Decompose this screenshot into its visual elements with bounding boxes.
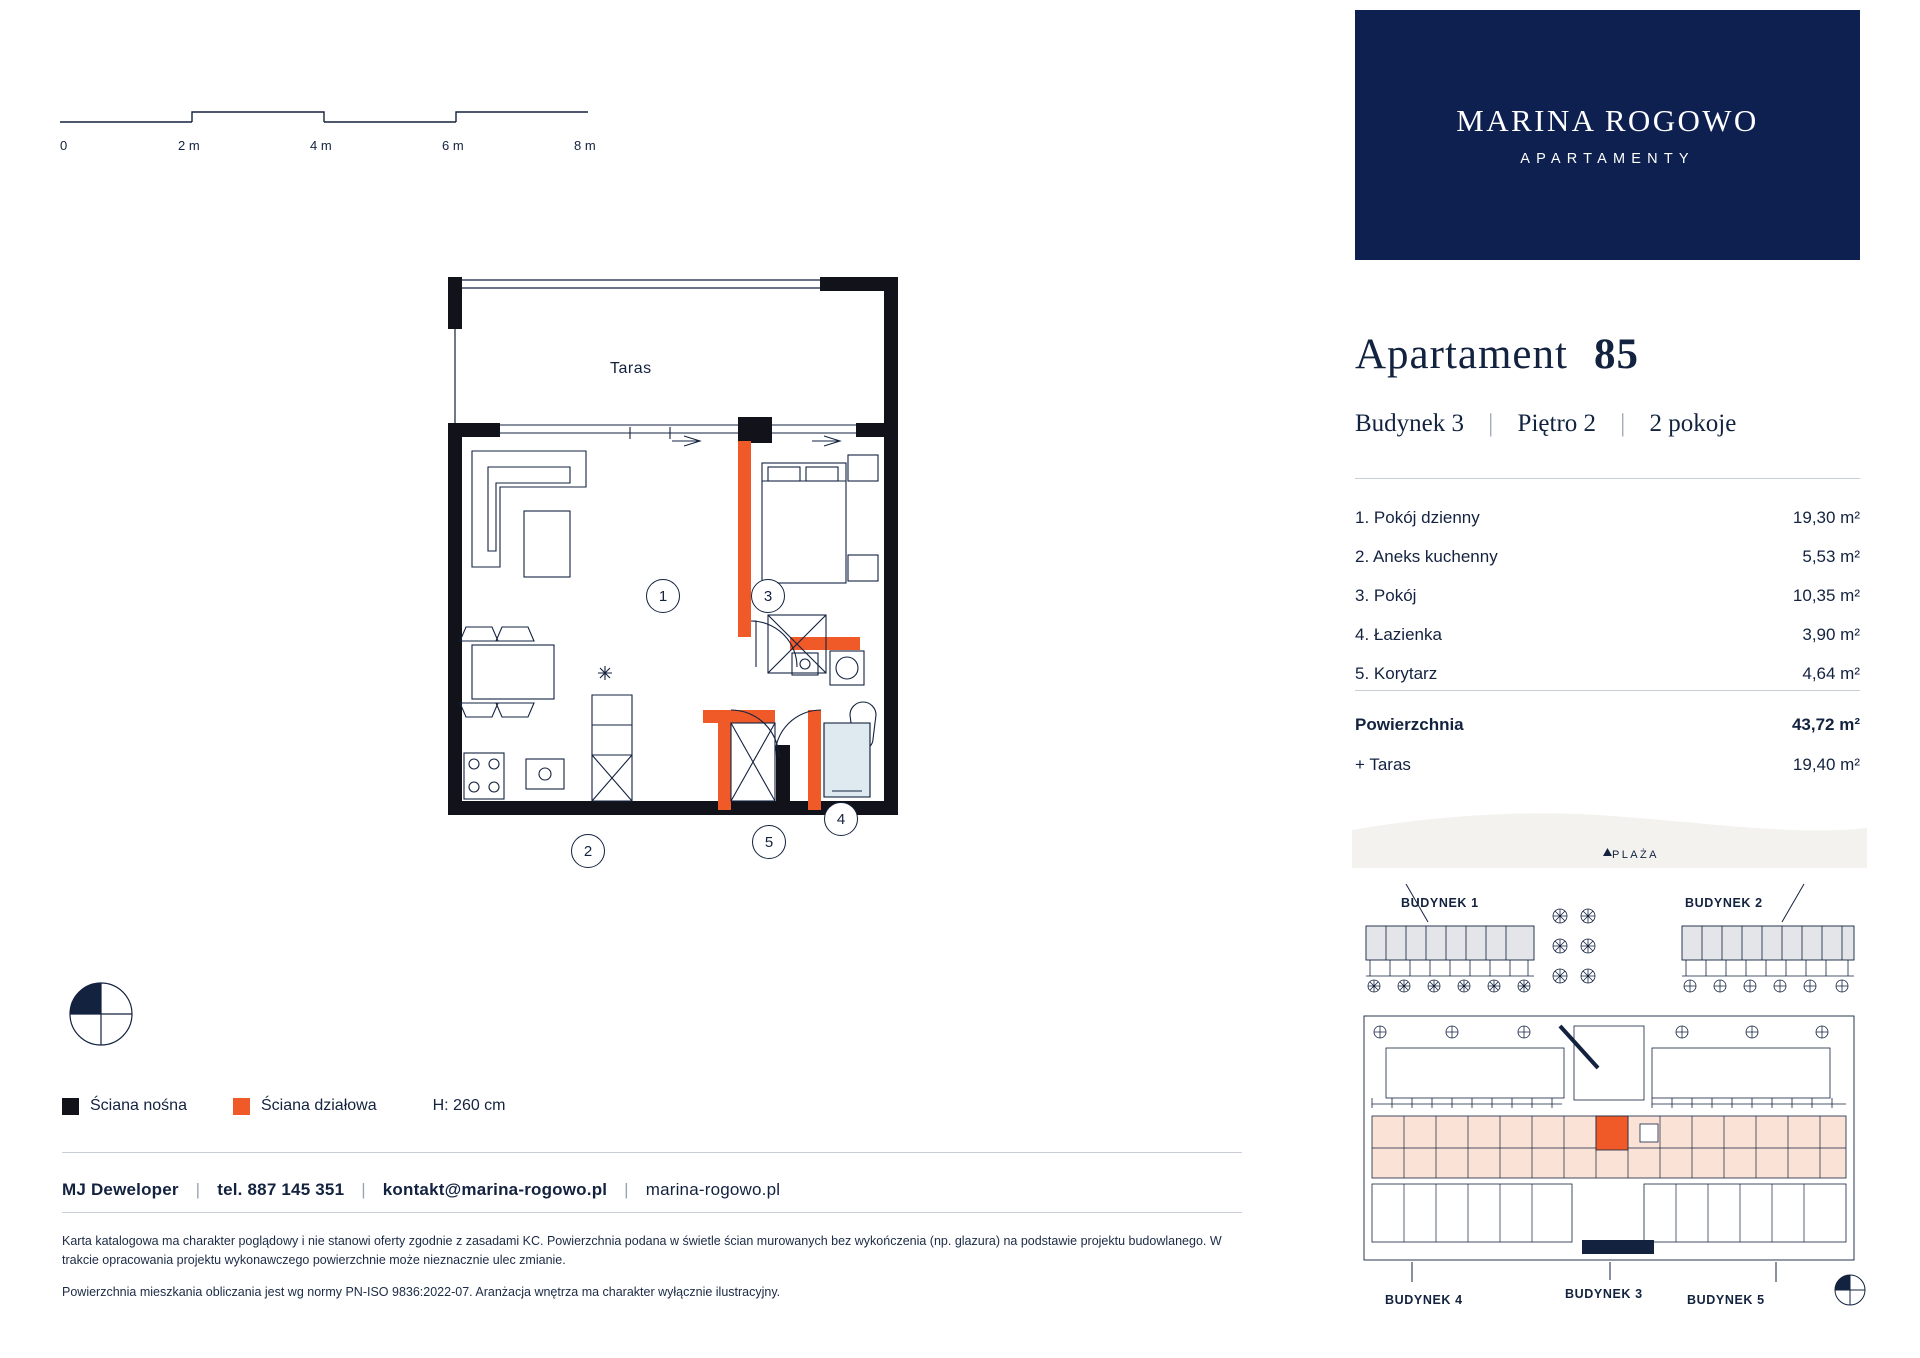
sitemap-plaza-label: PLAŻA — [1612, 849, 1659, 861]
sitemap-label-building-2: BUDYNEK 2 — [1685, 896, 1763, 910]
scale-tick-labels — [48, 138, 608, 154]
apartment-word: Apartament — [1355, 331, 1568, 378]
room-list — [1355, 498, 1860, 693]
legend-height-label: H: 260 cm — [432, 1097, 506, 1114]
room-marker-5: 5 — [752, 825, 786, 859]
apartment-number: 85 — [1593, 331, 1639, 378]
legend-height — [433, 1097, 506, 1115]
wall-legend — [62, 1095, 552, 1117]
sitemap-label-building-4: BUDYNEK 4 — [1385, 1293, 1463, 1307]
sitemap-label-building-3: BUDYNEK 3 — [1565, 1287, 1643, 1301]
developer-name: MJ Deweloper — [62, 1180, 179, 1199]
room-marker-1: 1 — [646, 579, 680, 613]
separator-3: | — [624, 1180, 629, 1199]
brand-subtitle: APARTAMENTY — [1520, 151, 1695, 167]
room-marker-2: 2 — [571, 834, 605, 868]
room-marker-4: 4 — [824, 802, 858, 836]
room-row — [1355, 615, 1860, 654]
legend-partition-label: Ściana działowa — [260, 1097, 377, 1114]
summary-label: + Taras — [1355, 755, 1411, 774]
partition-wall-swatch-icon — [233, 1098, 250, 1115]
legend-partition-wall — [233, 1097, 377, 1115]
room-name: 4. Łazienka — [1355, 624, 1442, 644]
room-row — [1355, 498, 1860, 537]
area-summary — [1355, 705, 1860, 785]
building-label: Budynek 3 — [1355, 410, 1465, 437]
brand-name: MARINA ROGOWO — [1456, 103, 1759, 138]
separator-2: | — [361, 1180, 366, 1199]
compass-icon — [62, 975, 140, 1053]
email-address[interactable]: kontakt@marina-rogowo.pl — [382, 1180, 608, 1199]
summary-value: 19,40 m² — [1792, 755, 1860, 774]
disclaimer-text — [62, 1232, 1242, 1314]
room-row — [1355, 654, 1860, 693]
website-link[interactable]: marina-rogowo.pl — [645, 1180, 781, 1199]
room-name: 3. Pokój — [1355, 585, 1417, 605]
apartment-meta — [1355, 410, 1895, 438]
legend-bearing-label: Ściana nośna — [90, 1097, 187, 1114]
scale-tick-0: 0 — [60, 138, 68, 153]
room-area: 4,64 m² — [1802, 663, 1860, 683]
summary-label: Powierzchnia — [1355, 715, 1464, 734]
room-area: 10,35 m² — [1792, 585, 1860, 605]
page-title — [1355, 330, 1875, 379]
scale-tick-1: 2 m — [178, 138, 200, 153]
summary-row-total — [1355, 705, 1860, 745]
sitemap-label-building-1: BUDYNEK 1 — [1401, 896, 1479, 910]
room-name: 2. Aneks kuchenny — [1355, 546, 1498, 566]
footer-divider-top — [62, 1152, 1242, 1153]
scale-tick-2: 4 m — [310, 138, 332, 153]
site-map — [1352, 810, 1867, 1290]
room-area: 19,30 m² — [1792, 507, 1860, 527]
room-row — [1355, 576, 1860, 615]
meta-separator-1: | — [1488, 410, 1494, 437]
contact-bar — [62, 1180, 780, 1200]
disclaimer-paragraph-2: Powierzchnia mieszkania obliczania jest wg normy PN-ISO 9836:2022-07. Aranżacja wnętrza ma charakter wyłącznie ilustracyjny. — [62, 1284, 781, 1299]
sitemap-compass-icon — [1830, 1270, 1870, 1310]
separator-1: | — [195, 1180, 201, 1199]
rooms-divider-top — [1355, 478, 1860, 479]
meta-separator-2: | — [1620, 410, 1626, 437]
room-area: 3,90 m² — [1802, 624, 1860, 644]
room-name: 5. Korytarz — [1355, 663, 1438, 683]
scale-tick-3: 6 m — [442, 138, 464, 153]
rooms-count-label: 2 pokoje — [1649, 410, 1737, 437]
room-area: 5,53 m² — [1802, 546, 1860, 566]
summary-row-terrace — [1355, 745, 1860, 785]
floor-label: Piętro 2 — [1517, 410, 1597, 437]
floor-plan — [420, 255, 940, 955]
room-name: 1. Pokój dzienny — [1355, 507, 1480, 527]
legend-bearing-wall — [62, 1097, 187, 1115]
room-marker-3: 3 — [751, 579, 785, 613]
disclaimer-paragraph-1: Karta katalogowa ma charakter poglądowy i nie stanowi oferty zgodnie z zasadami KC. Powierzchnia podana w świetle ścian murowanych bez wykończenia (np. glazura) na podstawie projektu budowlanego. W trakcie opracowania projektu wykonawczego powierzchnie może nieznacznie ulec zmianie. — [62, 1234, 1222, 1268]
highlighted-apartment — [1596, 1116, 1628, 1150]
phone-number[interactable]: tel. 887 145 351 — [217, 1180, 345, 1199]
room-row — [1355, 537, 1860, 576]
terrace-label: Taras — [610, 360, 652, 377]
rooms-divider-bottom — [1355, 690, 1860, 691]
brand-logo — [1355, 10, 1860, 260]
summary-value: 43,72 m² — [1791, 715, 1860, 734]
sitemap-label-building-5: BUDYNEK 5 — [1687, 1293, 1765, 1307]
footer-divider-bottom — [62, 1212, 1242, 1213]
bearing-wall-swatch-icon — [62, 1098, 79, 1115]
scale-tick-4: 8 m — [574, 138, 596, 153]
